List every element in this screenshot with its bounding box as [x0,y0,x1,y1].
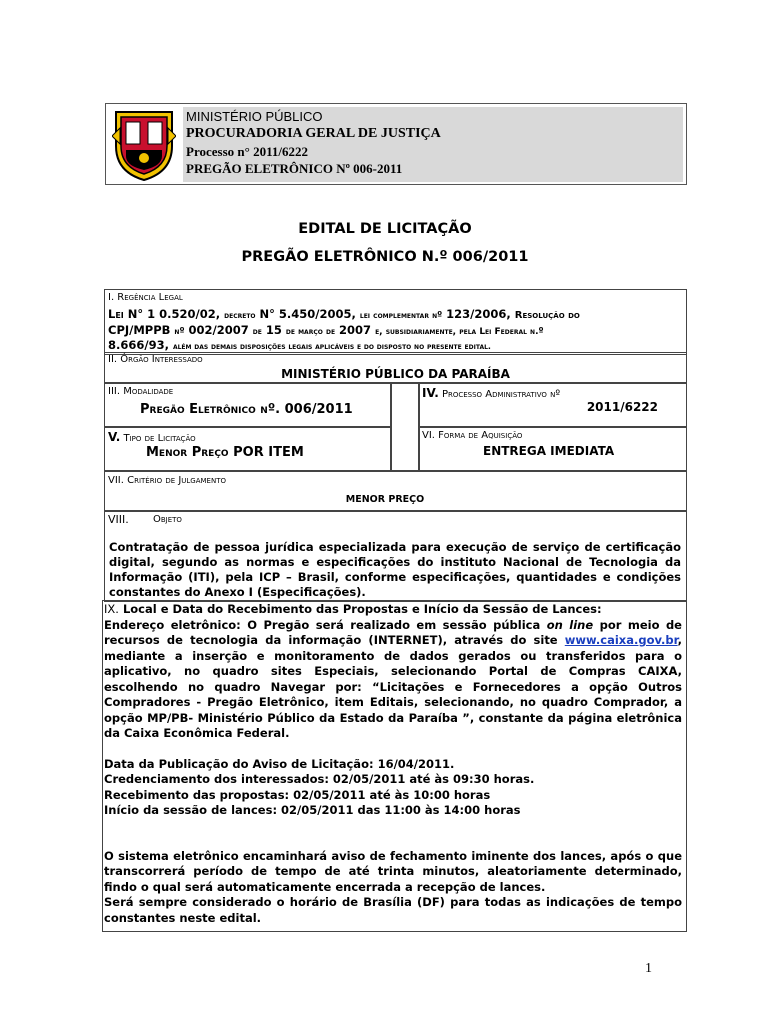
section-label: II. Órgão Interessado [108,354,203,365]
text-span: Menor Preço [146,445,229,460]
text-span: N° 1 0.520/02, [123,307,225,321]
text-span: Lei [108,307,124,321]
section-label [422,386,560,400]
text-span: 8.666/93, [108,338,173,352]
document-subtitle: PREGÃO ELETRÔNICO N.º 006/2011 [241,249,529,265]
text-span: 006/2011 [280,402,353,417]
section-label: VI. Forma de Aquisição [422,430,523,441]
interested-body-value: MINISTÉRIO PÚBLICO DA PARAÍBA [281,367,510,381]
text-span: V. [108,430,121,444]
bidding-session-date: Início da sessão de lances: 02/05/2011 das 11:00 às 14:00 horas [104,803,521,817]
text-span: 2007 [335,323,376,337]
caixa-site-link[interactable]: www.caixa.gov.br [564,633,678,647]
admin-process-value: 2011/6222 [586,400,658,414]
section-label: Objeto [153,514,182,525]
text-span: lei complementar nº [359,311,443,321]
proposals-date: Recebimento das propostas: 02/05/2011 até às 10:00 horas [104,787,491,802]
location-date-body [104,602,682,926]
legal-line-3 [108,338,491,352]
acquisition-form-value: ENTREGA IMEDIATA [483,444,615,458]
closing-notice-paragraph: O sistema eletrônico encaminhará aviso de fechamento iminente dos lances, após o que transcorrerá período de tempo de até trinta minutos, aleatoriamente determinado, findo o qual será automaticamente encerrada a recepção de lances. [104,848,682,894]
document-title: EDITAL DE LICITAÇÃO [298,221,472,237]
accreditation-date: Credenciamento dos interessados: 02/05/2011 até às 09:30 horas. [104,772,535,786]
text-span: N° 5.450/2005, [255,307,360,321]
text-span: Pregão Eletrônico nº. [140,402,281,417]
section-location-date [102,600,687,932]
text-span: 123/2006, [442,307,515,321]
section-label: III. Modalidade [108,386,174,397]
section-object [104,510,687,602]
section-interested-body [104,352,687,384]
text-span: Local e Data do Recebimento das Propostas e Início da Sessão de Lances: [118,602,602,616]
text-span: 002/2007 [184,323,253,337]
publication-date: Data da Publicação do Aviso de Licitação: 16/04/2011. [104,756,455,771]
text-span: CPJ/MPPB [108,323,175,337]
legal-line-2 [108,323,544,337]
text-span: Processo Administrativo nº [438,389,561,400]
section-admin-process [418,382,687,428]
location-heading [104,602,682,618]
text-span: de março de [285,327,336,337]
text-span: POR ITEM [228,445,304,460]
section-legal-basis [104,289,687,355]
text-span: IV. [422,386,439,400]
text-span: além das demais disposições legais aplicáveis e do disposto no presente edital. [172,342,491,351]
text-span: Endereço eletrônico: O Pregão será realizado em sessão pública [104,617,547,632]
ministry-name: MINISTÉRIO PÚBLICO [186,109,323,124]
judgment-criterion-value: MENOR PREÇO [345,494,425,505]
text-span: de [252,327,262,337]
text-span: , mediante a inserção e monitoramento de dados gerados ou transferidos para o aplicativo, no quadro sites Especiais, selecionando Portal de Compras CAIXA, escolhendo no quadro Navegar por: “Licitações e Fornecedores a opção Outros Compradores - Pregão Eletrônico, item Editais, selecionando, no quadro Comprador, a opção MP/PB- Ministério Público da Estado da Paraíba ”, constante da página eletrônica da Caixa Econômica Federal. [104,633,682,740]
text-span: Tipo de Licitação [120,433,196,444]
text-span: Resolução do [514,310,580,321]
electronic-address-paragraph [104,618,682,742]
attorney-office: PROCURADORIA GERAL DE JUSTIÇA [186,126,441,141]
text-span: decreto [224,311,256,321]
bid-type-value [146,445,304,460]
text-span: on line [546,617,594,632]
section-judgment-criterion [104,470,687,512]
section-label: I. Regência Legal [108,292,183,303]
text-span: IX. [104,602,119,616]
auction-number: PREGÃO ELETRÔNICO Nº 006-2011 [186,161,403,176]
legal-line-1 [108,307,580,321]
text-span: por meio de recursos de tecnologia da informação (INTERNET), através do site [104,617,682,647]
section-acquisition-form [418,426,687,472]
section-bid-type [104,426,392,472]
section-modality [104,382,392,428]
crest-icon [112,106,176,182]
text-span: nº [174,327,185,337]
page-number: 1 [645,961,652,976]
section-label: VII. Critério de Julgamento [108,475,226,486]
text-span: 15 [261,323,286,337]
timezone-paragraph: Será sempre considerado o horário de Brasília (DF) para todas as indicações de tempo constantes neste edital. [104,895,682,925]
modality-value [140,402,353,417]
table-spacer-column [390,382,420,472]
letterhead [105,103,687,185]
text-span: e, subsidiariamente, pela Lei Federal n.º [375,327,544,337]
section-number: VIII. [108,513,129,526]
process-number: Processo n° 2011/6222 [186,144,308,159]
section-label [108,430,196,444]
object-description: Contratação de pessoa jurídica especializada para execução de serviço de certificação digital, segundo as normas e especificações do instituto Nacional de Tecnologia da Informação (ITI), pela ICP – Brasil, conforme especificações, quantidades e condições constantes do Anexo I (Especificações). [109,540,681,599]
